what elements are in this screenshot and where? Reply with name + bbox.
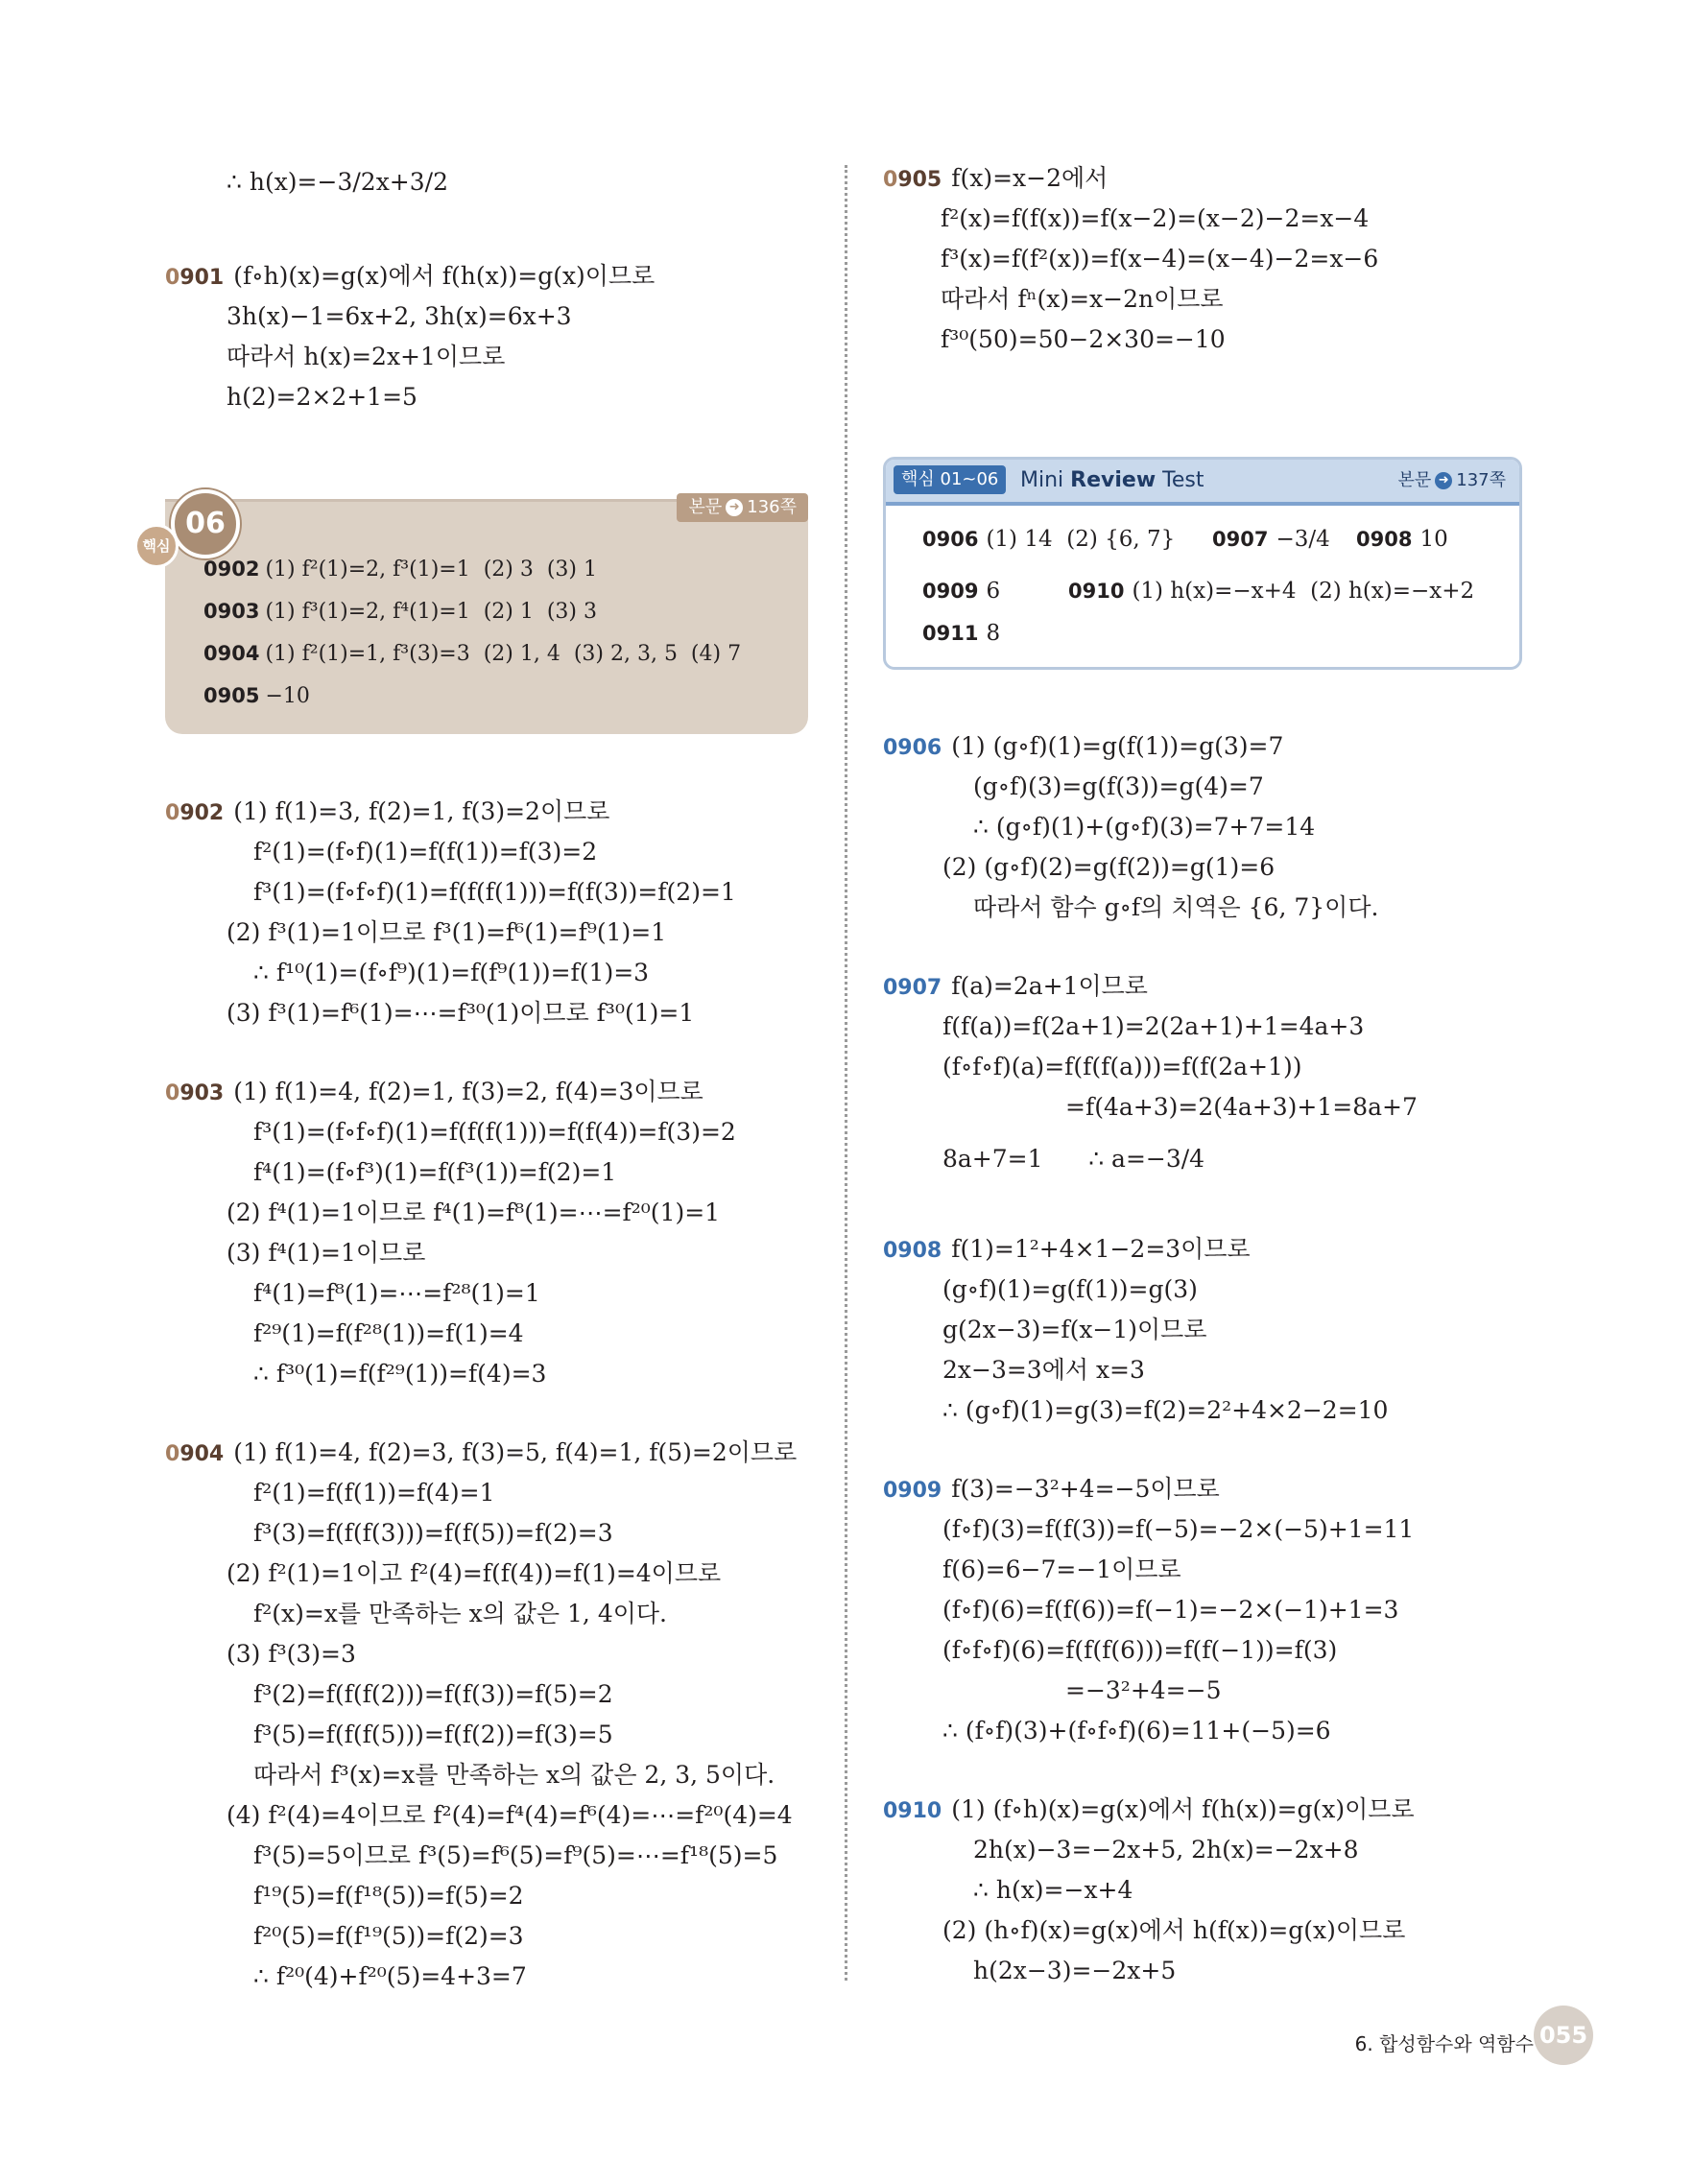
problem-0906-line-2: (g∘f)(3)=g(f(3))=g(4)=7 <box>973 772 1264 800</box>
mini-review-box <box>883 457 1522 670</box>
problem-number: 0908 <box>883 1239 942 1263</box>
problem-0909-line-3: f(6)=6−7=−1이므로 <box>942 1555 1181 1583</box>
mini-answer-0906: 0906 (1) 14 (2) {6, 7} <box>922 527 1176 552</box>
arrow-right-icon: ➜ <box>726 499 743 516</box>
problem-0908-line-4: 2x−3=3에서 x=3 <box>942 1356 1145 1384</box>
mini-review-tag: 핵심 01~06 <box>894 465 1006 494</box>
problem-0910-line-2: 2h(x)−3=−2x+5, 2h(x)=−2x+8 <box>973 1836 1359 1864</box>
mini-answer-0908: 0908 10 <box>1356 527 1448 552</box>
problem-0907-line-1: 0907 f(a)=2a+1이므로 <box>883 972 1148 1000</box>
problem-0902-line-3: f³(1)=(f∘f∘f)(1)=f(f(f(1)))=f(f(3))=f(2)=1 <box>253 878 736 906</box>
problem-number: 0906 <box>883 736 942 760</box>
core-answer-0903: 0903 (1) f³(1)=2, f⁴(1)=1 (2) 1 (3) 3 <box>203 600 597 624</box>
problem-0904-line-8: f³(5)=f(f(f(5)))=f(f(2))=f(3)=5 <box>253 1721 613 1748</box>
problem-number: 0904 <box>165 1442 225 1466</box>
problem-0902-line-6: (3) f³(1)=f⁶(1)=⋯=f³⁰(1)이므로 f³⁰(1)=1 <box>227 999 695 1027</box>
problem-0908-line-2: (g∘f)(1)=g(f(1))=g(3) <box>942 1275 1198 1303</box>
mini-review-header <box>886 460 1519 506</box>
problem-0902-line-4: (2) f³(1)=1이므로 f³(1)=f⁶(1)=f⁹(1)=1 <box>227 918 667 946</box>
problem-0910-line-4: (2) (h∘f)(x)=g(x)에서 h(f(x))=g(x)이므로 <box>942 1916 1406 1944</box>
problem-0901-line-1: 0901 (f∘h)(x)=g(x)에서 f(h(x))=g(x)이므로 <box>165 262 656 290</box>
problem-0901-line-2: 3h(x)−1=6x+2, 3h(x)=6x+3 <box>227 302 572 330</box>
problem-0901-line-3: 따라서 h(x)=2x+1이므로 <box>227 343 506 370</box>
problem-0910-line-3: ∴ h(x)=−x+4 <box>973 1876 1133 1904</box>
problem-0904-line-13: f²⁰(5)=f(f¹⁹(5))=f(2)=3 <box>253 1922 524 1950</box>
problem-number: 0909 <box>883 1479 942 1503</box>
core-answer-box <box>165 499 808 734</box>
mini-review-page-ref: 본문 ➜ 137쪽 <box>1397 470 1506 490</box>
problem-0909-line-6: =−3²+4=−5 <box>1065 1676 1222 1704</box>
mini-answer-0910: 0910 (1) h(x)=−x+4 (2) h(x)=−x+2 <box>1068 579 1475 604</box>
problem-0909-line-7: ∴ (f∘f)(3)+(f∘f∘f)(6)=11+(−5)=6 <box>942 1717 1331 1745</box>
problem-0908-line-1: 0908 f(1)=1²+4×1−2=3이므로 <box>883 1235 1251 1263</box>
page-number: 055 <box>1534 2006 1593 2065</box>
problem-number: 0910 <box>883 1799 942 1823</box>
problem-0903-line-4: (2) f⁴(1)=1이므로 f⁴(1)=f⁸(1)=⋯=f²⁰(1)=1 <box>227 1199 721 1226</box>
problem-0904-line-4: (2) f²(1)=1이고 f²(4)=f(f(4))=f(1)=4이므로 <box>227 1559 722 1587</box>
problem-0910-line-5: h(2x−3)=−2x+5 <box>973 1957 1177 1984</box>
problem-number: 0905 <box>883 168 942 192</box>
problem-number: 0901 <box>165 266 225 290</box>
problem-number: 0903 <box>165 1081 225 1105</box>
problem-0904-line-3: f³(3)=f(f(f(3)))=f(f(5))=f(2)=3 <box>253 1519 613 1547</box>
arrow-right-icon: ➜ <box>1435 472 1452 489</box>
problem-0906-line-1: 0906 (1) (g∘f)(1)=g(f(1))=g(3)=7 <box>883 732 1284 760</box>
core-answer-0905: 0905 −10 <box>203 684 310 708</box>
problem-0909-line-1: 0909 f(3)=−3²+4=−5이므로 <box>883 1475 1220 1503</box>
problem-0907-line-3: (f∘f∘f)(a)=f(f(f(a)))=f(f(2a+1)) <box>942 1053 1302 1080</box>
mini-review-title: Mini Review Test <box>1020 468 1204 492</box>
problem-0901-line-4: h(2)=2×2+1=5 <box>227 383 417 411</box>
column-divider <box>845 165 847 1981</box>
problem-0907-line-4: =f(4a+3)=2(4a+3)+1=8a+7 <box>1065 1093 1418 1121</box>
problem-number: 0907 <box>883 976 942 1000</box>
mini-answer-0909: 0909 6 <box>922 579 1001 604</box>
problem-0904-line-6: (3) f³(3)=3 <box>227 1640 356 1668</box>
problem-0907-line-5: 8a+7=1 ∴ a=−3/4 <box>942 1145 1205 1173</box>
core-answer-0904: 0904 (1) f²(1)=1, f³(3)=3 (2) 1, 4 (3) 2, 3, 5 (4) 7 <box>203 642 742 666</box>
problem-0908-line-3: g(2x−3)=f(x−1)이므로 <box>942 1316 1207 1343</box>
problem-0904-line-9: 따라서 f³(x)=x를 만족하는 x의 값은 2, 3, 5이다. <box>253 1761 775 1789</box>
mini-answer-0907: 0907 −3/4 <box>1212 527 1330 552</box>
problem-0904-line-11: f³(5)=5이므로 f³(5)=f⁶(5)=f⁹(5)=⋯=f¹⁸(5)=5 <box>253 1841 778 1869</box>
problem-0905-line-3: f³(x)=f(f²(x))=f(x−4)=(x−4)−2=x−6 <box>941 245 1379 273</box>
problem-0905-line-5: f³⁰(50)=50−2×30=−10 <box>941 325 1226 353</box>
problem-0904-line-1: 0904 (1) f(1)=4, f(2)=3, f(3)=5, f(4)=1, f(5)=2이므로 <box>165 1438 798 1466</box>
problem-0903-line-5: (3) f⁴(1)=1이므로 <box>227 1239 426 1267</box>
problem-0905-line-2: f²(x)=f(f(x))=f(x−2)=(x−2)−2=x−4 <box>941 204 1370 232</box>
problem-0904-line-7: f³(2)=f(f(f(2)))=f(f(3))=f(5)=2 <box>253 1680 613 1708</box>
core-label-badge: 핵심 <box>134 524 179 568</box>
continuation-line: ∴ h(x)=−3/2x+3/2 <box>227 168 448 196</box>
problem-0908-line-5: ∴ (g∘f)(1)=g(3)=f(2)=2²+4×2−2=10 <box>942 1396 1389 1424</box>
problem-0903-line-3: f⁴(1)=(f∘f³)(1)=f(f³(1))=f(2)=1 <box>253 1158 617 1186</box>
core-answer-0902: 0902 (1) f²(1)=2, f³(1)=1 (2) 3 (3) 1 <box>203 558 597 582</box>
problem-0909-line-5: (f∘f∘f)(6)=f(f(f(6)))=f(f(−1))=f(3) <box>942 1636 1338 1664</box>
problem-0903-line-6: f⁴(1)=f⁸(1)=⋯=f²⁸(1)=1 <box>253 1279 540 1307</box>
problem-0904-line-12: f¹⁹(5)=f(f¹⁸(5))=f(5)=2 <box>253 1882 524 1910</box>
problem-0902-line-2: f²(1)=(f∘f)(1)=f(f(1))=f(3)=2 <box>253 838 598 866</box>
problem-0904-line-10: (4) f²(4)=4이므로 f²(4)=f⁴(4)=f⁶(4)=⋯=f²⁰(4)=4 <box>227 1801 793 1829</box>
problem-0903-line-7: f²⁹(1)=f(f²⁸(1))=f(1)=4 <box>253 1319 524 1347</box>
problem-0906-line-5: 따라서 함수 g∘f의 치역은 {6, 7}이다. <box>973 893 1379 921</box>
chapter-title: 6. 합성함수와 역함수 <box>1354 2032 1534 2055</box>
problem-0909-line-2: (f∘f)(3)=f(f(3))=f(−5)=−2×(−5)+1=11 <box>942 1515 1415 1543</box>
core-number-badge: 06 <box>171 489 240 558</box>
problem-0903-line-8: ∴ f³⁰(1)=f(f²⁹(1))=f(4)=3 <box>253 1360 547 1388</box>
problem-0904-line-14: ∴ f²⁰(4)+f²⁰(5)=4+3=7 <box>253 1962 527 1990</box>
problem-0907-line-2: f(f(a))=f(2a+1)=2(2a+1)+1=4a+3 <box>942 1012 1365 1040</box>
problem-0906-line-4: (2) (g∘f)(2)=g(f(2))=g(1)=6 <box>942 853 1276 881</box>
problem-0904-line-5: f²(x)=x를 만족하는 x의 값은 1, 4이다. <box>253 1600 667 1627</box>
problem-0910-line-1: 0910 (1) (f∘h)(x)=g(x)에서 f(h(x))=g(x)이므로 <box>883 1795 1415 1823</box>
problem-0903-line-2: f³(1)=(f∘f∘f)(1)=f(f(f(1)))=f(f(4))=f(3)=2 <box>253 1118 736 1146</box>
problem-0904-line-2: f²(1)=f(f(1))=f(4)=1 <box>253 1479 495 1507</box>
problem-0902-line-1: 0902 (1) f(1)=3, f(2)=1, f(3)=2이므로 <box>165 797 610 825</box>
mini-answer-0911: 0911 8 <box>922 621 1001 646</box>
problem-0906-line-3: ∴ (g∘f)(1)+(g∘f)(3)=7+7=14 <box>973 813 1316 841</box>
core-box-page-ref: 본문 ➜ 136쪽 <box>677 493 808 522</box>
problem-0903-line-1: 0903 (1) f(1)=4, f(2)=1, f(3)=2, f(4)=3이므로 <box>165 1078 703 1105</box>
problem-0905-line-1: 0905 f(x)=x−2에서 <box>883 164 1109 192</box>
problem-0909-line-4: (f∘f)(6)=f(f(6))=f(−1)=−2×(−1)+1=3 <box>942 1596 1399 1624</box>
problem-0905-line-4: 따라서 fⁿ(x)=x−2n이므로 <box>941 285 1224 313</box>
problem-0902-line-5: ∴ f¹⁰(1)=(f∘f⁹)(1)=f(f⁹(1))=f(1)=3 <box>253 959 650 986</box>
problem-number: 0902 <box>165 801 225 825</box>
